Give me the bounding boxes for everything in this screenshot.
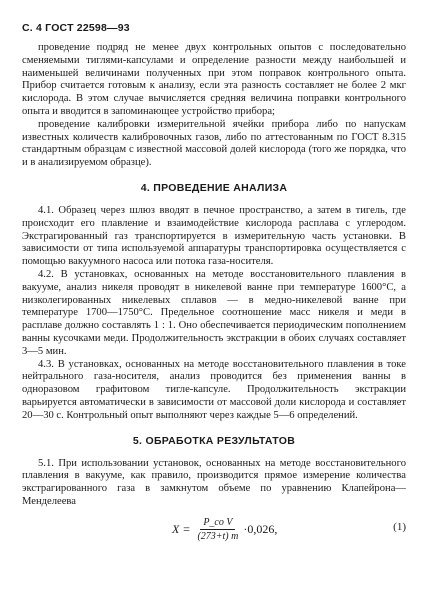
formula-fraction [197, 517, 238, 542]
formula-numerator: P_co V [200, 517, 235, 530]
document-body [22, 42, 406, 553]
paragraph: 4.1. Образец через шлюз вводят в печное пространство, а затем в тигель, где происходит его плавление и взаимодействие кислорода расплава с углеродом. Экстрагированный газ транспортируется в измерительную часть установки. В зависимости от типа используемой аппаратуры транспортировка осуществляется с помощью вакуумного насоса или потока газа-носителя. [22, 204, 406, 268]
formula-denominator: (273+t) m [197, 530, 239, 542]
paragraph: проведение калибровки измерительной ячейки прибора либо по напускам известных количеств калибровочных газов, либо по аттестованным по ГОСТ 8.315 стандартным образцам с известной массовой долей кислорода (того же порядка, что и в анализируемом образце). [22, 118, 406, 169]
formula-lhs: X = [172, 521, 191, 536]
page-header: С. 4 ГОСТ 22598—93 [22, 22, 130, 34]
section-title: 5. ОБРАБОТКА РЕЗУЛЬТАТОВ [132, 434, 296, 447]
section-title: 4. ПРОВЕДЕНИЕ АНАЛИЗА [140, 181, 288, 194]
paragraph: 4.3. В установках, основанных на методе восстановительного плавления в токе нейтрального газа-носителя, анализ проводится без применения ванны в одноразовом графитовом тигле-капсуле. Продолжительность экстракции варьируется автоматически в зависимости от массовой доли кислорода и составляет 20—30 с. Контрольный опыт выполняют через каждые 5—6 определений. [22, 358, 406, 421]
paragraph: 5.1. При использовании установок, основанных на методе восстановительного плавления в вакууме, как правило, производится прямое измерение количества экстрагированного газа в замкнутом объеме по уравнению Клапейрона—Менделеева [22, 457, 406, 507]
paragraph: 4.2. В установках, основанных на методе восстановительного плавления в вакууме, анализ никеля проводят в никелевой ванне при температуре 1600°С, а низколегированных никелевых сплавов — в медно-никелевой ванне при температуре 1700—1750°С. Предельное соотношение масс никеля и меди в расплаве должно составлять 1 : 1. Оно обеспечивается периодическим пополнением ванны кусочками меди. Продолжительность экстракции в обоих случаях составляет 3—5 мин. [22, 268, 406, 357]
formula-tail: ·0,026, [243, 521, 278, 536]
formula-row [22, 513, 406, 553]
equation-number: (1) [393, 520, 406, 533]
paragraph: проведение подряд не менее двух контрольных опытов с последовательно сменяемыми тиглями-капсулами и определение разности между наибольшей и наименьшей величинами полученных при этом поправок контрольного опыта. Прибор считается готовым к анализу, если эта разность составляет не более 2 мкг кислорода. В этом случае вычисляется средняя величина поправки контрольного опыта и вводится в запоминающее устройство прибора; [22, 42, 406, 117]
formula [172, 517, 277, 542]
